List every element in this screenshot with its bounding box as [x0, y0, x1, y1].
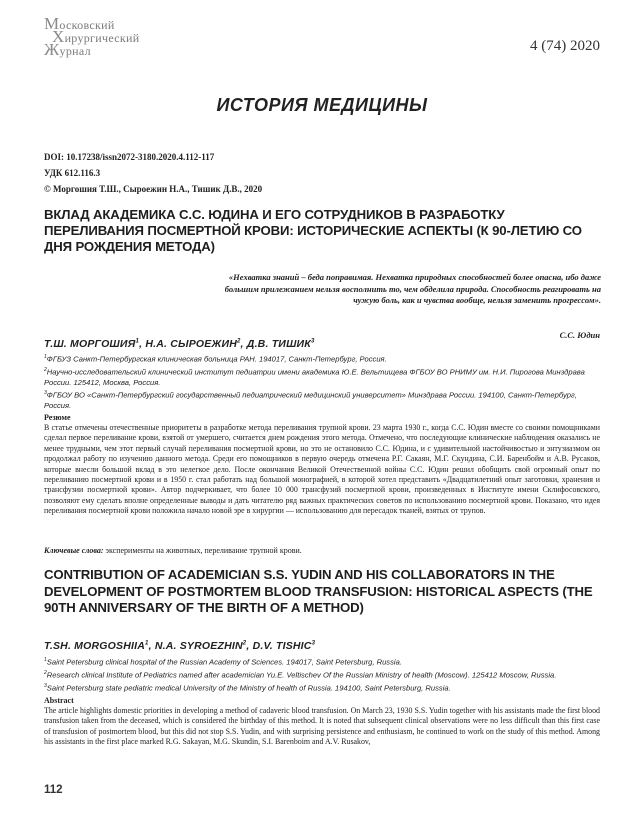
- author-2-sup: 2: [236, 338, 241, 345]
- copyright: © Моргошия Т.Ш., Сыроежин Н.А., Тишик Д.В., 2020: [44, 184, 263, 194]
- author-sep: ,: [240, 338, 247, 350]
- section-title: ИСТОРИЯ МЕДИЦИНЫ: [216, 95, 428, 115]
- author-en-3-sup: 3: [311, 640, 316, 647]
- affiliation-text: Saint Petersburg clinical hospital of the Russian Academy of Sciences. 194017, Saint Petersburg, Russia.: [46, 657, 402, 667]
- doi: DOI: 10.17238/issn2072-3180.2020.4.112-117: [44, 152, 215, 162]
- author-en-1-sup: 1: [145, 640, 149, 647]
- article-title-ru: ВКЛАД АКАДЕМИКА С.С. ЮДИНА И ЕГО СОТРУДНИКОВ В РАЗРАБОТКУ ПЕРЕЛИВАНИЯ ПОСМЕРТНОЙ КРОВИ: ИСТОРИЧЕСКИЕ АСПЕКТЫ (К 90-ЛЕТИЮ СО ДНЯ РОЖДЕНИЯ МЕТОДА): [44, 207, 582, 254]
- author-sep: ,: [139, 338, 146, 350]
- logo-rest-2: ирургический: [64, 31, 140, 45]
- affiliation-text: Research clinical Institute of Pediatrics named after academician Yu.E. Veltischev Of the Russian Ministry of health (Moscow). 125412 Moscow, Russia.: [46, 670, 557, 680]
- affiliation-ru-3: [44, 388, 604, 411]
- logo-rest-3: урнал: [59, 44, 91, 58]
- abstract-text-ru: В статье отмечены отечественные приоритеты в разработке метода переливания трупной крови. 23 марта 1930 г., когда С.С. Юдин вместе со своими помощниками сделал первое переливание крови, взятой от умершего, считается днем рождения этого метода. Отмечено, что последующие клинические наблюдения оказались не менее трудными, чем этот первый случай переливания посмертной крови, но это не остановило С.С. Юдина, и с удивительной настойчивостью и энтузиазмом он продолжал работу по изучению данного метода. Среди его помощников в первую очередь отмечена Р.Г. Сакаян, М.Г. Скундина, С.И. Баренбойм и А.В. Русаков, которые внесли большой вклад в это нелегкое дело. После окончания Великой Отечественной войны С.С. Юдин решил обобщить свой огромный опыт по переливанию посмертной крови и в 1950 г. стал работать над большой монографией, в которой хотел представить «Двадцатилетний опыт заготовки, хранения и трансфузии посмертной крови». Автор подчеркивает, что более 10 000 трансфузий посмертной крови, произведенных в Институте имени Склифосовского, позволяют ему сделать вполне определенные выводы и дать читателю ряд важных практических советов по использованию посмертной крови. Показано, что идея переливания посмертной крови положила начало новой эре в хирургии — использованию для пересадок тканей, взятых от трупов.: [44, 423, 600, 516]
- abstract-text-en: The article highlights domestic priorities in developing a method of cadaveric blood transfusion. On March 23, 1930 S.S. Yudin together with his assistants made the first blood transfusion taken from the deceased, which is considered the birthday of this method. It is noted that subsequent clinical observations were no less difficult than this first case of transfusion of postmortem blood, but this did not stop S.S. Yudin, and with surprising persistence and enthusiasm, he continued to work on the study of this method. Among his assistants in the first place marked R.G. Sakayan, M.G. Skundin, S.I. Barenboim and A.V. Rusakov,: [44, 706, 600, 747]
- affiliation-sup: 3: [44, 682, 47, 689]
- article-title-en: CONTRIBUTION OF ACADEMICIAN S.S. YUDIN AND HIS COLLABORATORS IN THE DEVELOPMENT OF POSTMORTEM BLOOD TRANSFUSION: HISTORICAL ASPECTS (THE 90TH ANNIVERSARY OF THE BIRTH OF A METHOD): [44, 567, 593, 615]
- affiliation-en-1: [44, 655, 604, 668]
- affiliation-sup: 1: [44, 354, 47, 360]
- author-en-2-sup: 2: [242, 640, 247, 647]
- affiliation-text: ФГБОУ ВО «Санкт-Петербургский государственный педиатрический медицинский университет» Минздрава России. 194100, Санкт-Петербург, Россия.: [44, 390, 577, 411]
- affiliation-text: Научно-исследовательский клинический институт педиатрии имени академика Ю.Е. Вельтищева ФГБОУ ВО РНИМУ им. Н.И. Пирогова Минздрава России. 125412, Москва, Россия.: [44, 367, 585, 387]
- affiliations-en: [44, 655, 604, 694]
- keywords-label: Ключевые слова:: [44, 546, 104, 555]
- affiliation-ru-2: [44, 365, 604, 388]
- logo-cap-3: Ж: [44, 40, 60, 59]
- affiliation-en-3: [44, 681, 604, 694]
- affiliation-sup: 1: [44, 657, 47, 663]
- epigraph: «Нехватка знаний – беда поправимая. Нехватка природных способностей более опасна, ибо даже большим прилежанием нельзя восполнить то, чем обделила природа. Способность реагировать на чужую боль, как и чувства вообще, нельзя заменить прогрессом».: [224, 272, 601, 305]
- affiliations-ru: [44, 352, 604, 412]
- author-2: Н.А. СЫРОЕЖИН: [145, 338, 237, 350]
- keywords-text: эксперименты на животных, переливание трупной крови.: [103, 546, 302, 555]
- logo-cap-2: Х: [52, 27, 65, 46]
- affiliation-en-2: [44, 668, 604, 681]
- author-sep: ,: [246, 640, 253, 652]
- author-sep: ,: [148, 640, 155, 652]
- author-3: Д.В. ТИШИК: [246, 338, 311, 350]
- author-1-sup: 1: [135, 338, 140, 345]
- keywords-ru: [44, 546, 600, 555]
- authors-ru: [44, 338, 315, 350]
- abstract-heading-en: Abstract: [44, 696, 74, 705]
- author-en-2: N.A. SYROEZHIN: [154, 640, 243, 652]
- affiliation-sup: 2: [44, 366, 47, 373]
- author-en-3: D.V. TISHIC: [252, 640, 312, 652]
- abstract-heading-ru: Резюме: [44, 413, 71, 422]
- logo-cap-1: М: [44, 14, 60, 33]
- authors-en: [44, 640, 315, 652]
- affiliation-ru-1: [44, 352, 604, 365]
- page-number: 112: [44, 784, 63, 796]
- journal-logo: [44, 14, 144, 59]
- affiliation-text: ФГБУЗ Санкт-Петербургская клиническая больница РАН. 194017, Санкт-Петербург, Россия.: [46, 354, 387, 364]
- affiliation-sup: 2: [44, 669, 47, 676]
- epigraph-author: С.С. Юдин: [559, 330, 600, 340]
- logo-line-3: [44, 40, 144, 59]
- logo-rest-1: осковский: [59, 18, 115, 32]
- author-en-1: T.SH. MORGOSHIIA: [44, 640, 146, 652]
- author-1: Т.Ш. МОРГОШИЯ: [44, 338, 136, 350]
- udk: УДК 612.116.3: [44, 168, 101, 178]
- author-3-sup: 3: [310, 338, 315, 345]
- issue-number: 4 (74) 2020: [530, 38, 600, 54]
- affiliation-sup: 3: [44, 390, 47, 397]
- affiliation-text: Saint Petersburg state pediatric medical University of the Ministry of health of Russia. 194100, Saint Petersburg, Russia.: [46, 683, 451, 693]
